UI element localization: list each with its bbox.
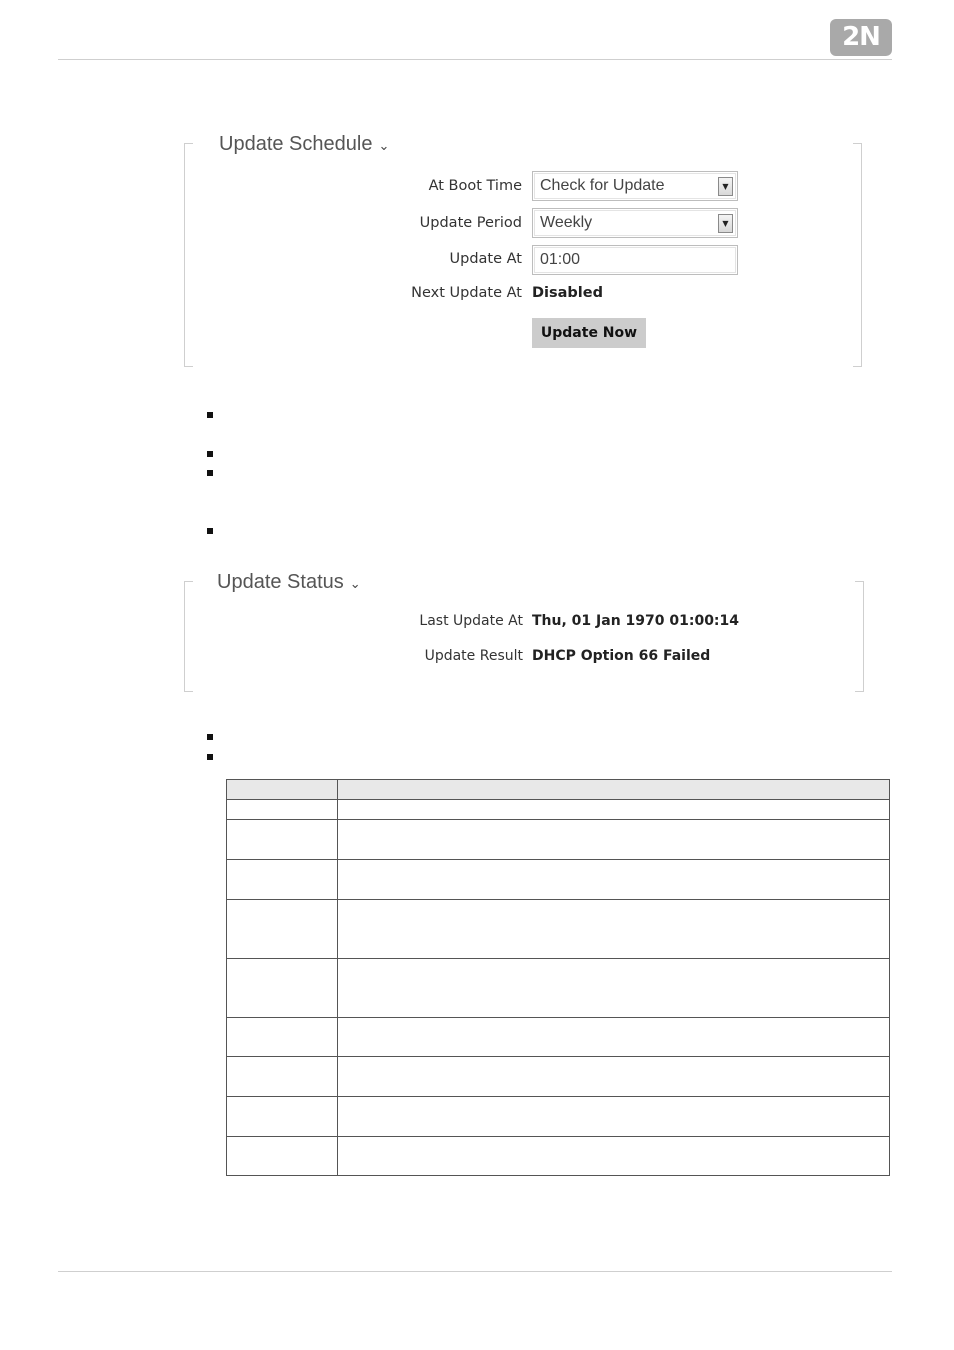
table-cell	[227, 959, 338, 1018]
update-schedule-title[interactable]	[219, 133, 389, 156]
status-frame-left	[184, 581, 193, 692]
at-boot-time-value: Check for Update	[540, 177, 665, 194]
last-update-at-value: Thu, 01 Jan 1970 01:00:14	[532, 613, 740, 629]
dropdown-arrow-icon[interactable]: ▼	[718, 214, 733, 233]
update-at-value: 01:00	[540, 251, 581, 268]
table-cell	[338, 900, 890, 959]
list-bullet	[207, 754, 213, 760]
table-row	[227, 1137, 890, 1176]
at-boot-time-label: At Boot Time	[428, 178, 522, 194]
last-update-at-label: Last Update At	[419, 613, 523, 629]
table-cell	[227, 800, 338, 820]
table-header-row	[227, 780, 890, 800]
table-cell	[338, 1097, 890, 1137]
status-frame-right	[855, 581, 864, 692]
next-update-at-value: Disabled	[532, 285, 603, 301]
header-divider	[58, 59, 892, 60]
update-result-value: DHCP Option 66 Failed	[532, 648, 711, 664]
brand-logo: 2N	[830, 19, 892, 56]
next-update-at-label: Next Update At	[411, 285, 522, 301]
update-result-label: Update Result	[424, 648, 523, 664]
schedule-frame-left	[184, 143, 193, 367]
table-cell	[227, 860, 338, 900]
footer-divider	[58, 1271, 892, 1272]
table-cell	[227, 1018, 338, 1057]
update-result-table	[226, 779, 890, 1176]
update-period-value: Weekly	[540, 214, 593, 231]
chevron-down-icon: ⌄	[349, 576, 361, 591]
table-header-cell	[338, 780, 890, 800]
dropdown-arrow-icon[interactable]: ▼	[718, 177, 733, 196]
list-bullet	[207, 528, 213, 534]
chevron-down-icon: ⌄	[378, 138, 390, 153]
table-row	[227, 1018, 890, 1057]
table-cell	[227, 900, 338, 959]
table-cell	[338, 820, 890, 860]
table-row	[227, 1057, 890, 1097]
schedule-frame-right	[853, 143, 862, 367]
table-cell	[338, 800, 890, 820]
update-period-label: Update Period	[419, 215, 522, 231]
table-cell	[338, 860, 890, 900]
list-bullet	[207, 734, 213, 740]
table-cell	[227, 1097, 338, 1137]
at-boot-time-select[interactable]	[532, 171, 738, 201]
table-header-cell	[227, 780, 338, 800]
update-status-title-text: Update Status	[217, 571, 344, 593]
table-cell	[338, 1057, 890, 1097]
list-bullet	[207, 412, 213, 418]
list-bullet	[207, 470, 213, 476]
table-row	[227, 1097, 890, 1137]
update-status-title[interactable]	[217, 571, 361, 594]
update-at-input[interactable]	[532, 245, 738, 275]
table-row	[227, 900, 890, 959]
table-cell	[227, 1057, 338, 1097]
table-cell	[227, 1137, 338, 1176]
update-now-button[interactable]: Update Now	[532, 318, 646, 348]
table-cell	[338, 1137, 890, 1176]
table-cell	[338, 959, 890, 1018]
update-schedule-title-text: Update Schedule	[219, 133, 373, 155]
update-at-label: Update At	[449, 251, 522, 267]
table-row	[227, 860, 890, 900]
table-cell	[227, 820, 338, 860]
table-row	[227, 800, 890, 820]
list-bullet	[207, 451, 213, 457]
table-row	[227, 959, 890, 1018]
table-row	[227, 820, 890, 860]
update-period-select[interactable]	[532, 208, 738, 238]
table-cell	[338, 1018, 890, 1057]
